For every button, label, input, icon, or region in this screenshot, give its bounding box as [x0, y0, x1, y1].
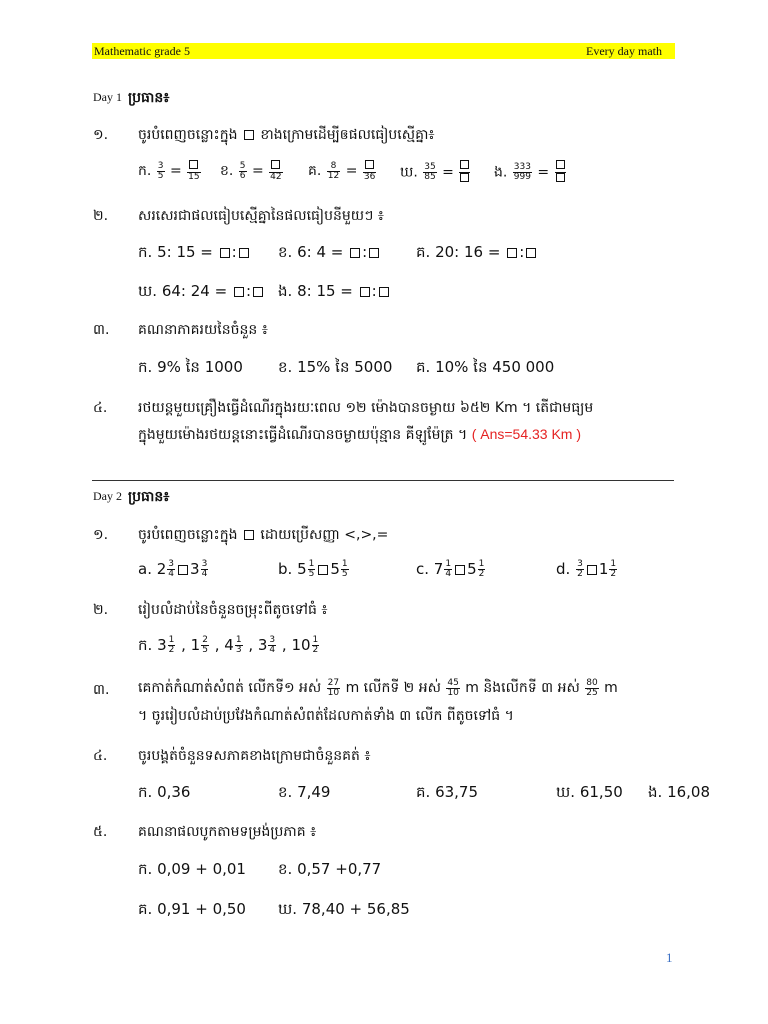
fraction	[327, 162, 340, 181]
d2-q5-number: ៥.	[93, 824, 108, 840]
item-label: ខ.	[220, 163, 234, 179]
fraction	[513, 163, 532, 182]
whole-number: 10	[291, 636, 311, 654]
fraction	[157, 162, 165, 181]
blank-box-icon	[556, 173, 565, 182]
fraction	[168, 636, 176, 655]
fraction	[239, 162, 247, 181]
item-label: គ.	[416, 243, 431, 261]
blank-box-icon	[220, 248, 230, 258]
fraction	[235, 636, 243, 655]
numerator: 5	[239, 160, 246, 171]
blank-box-icon	[507, 248, 517, 258]
whole-number: 3	[257, 636, 268, 654]
compare-item	[138, 560, 209, 579]
round-item	[648, 783, 710, 805]
d2-q4-number: ៤.	[93, 748, 108, 764]
fraction	[459, 160, 470, 185]
blank-box-icon	[379, 287, 389, 297]
numerator: 1	[445, 559, 452, 569]
round-item	[138, 783, 190, 805]
numerator: 35	[424, 162, 436, 172]
fraction	[609, 560, 617, 579]
equals-sign: =	[341, 163, 362, 179]
ratio-item	[138, 243, 251, 265]
d1-q1-items	[138, 160, 638, 190]
d2-q2-number: ២.	[93, 602, 109, 618]
numerator: 1	[308, 559, 315, 569]
d2-q3-line1	[138, 678, 618, 699]
percent-item	[138, 358, 243, 380]
item-label: គ.	[416, 783, 431, 801]
d1-q1-text-a: ចូរបំពេញចន្លោះក្នុង	[138, 127, 238, 143]
whole-number: 5	[467, 560, 477, 578]
blank-box-icon	[244, 130, 254, 140]
denominator: 15	[188, 172, 200, 182]
fraction	[167, 560, 175, 579]
colon: :	[362, 243, 368, 261]
fraction	[576, 560, 584, 579]
whole-number: 1	[190, 636, 201, 654]
whole-number: 5	[330, 560, 340, 578]
d2-q3-part3: m និងលើកទី ៣ អស់	[465, 680, 580, 696]
section-divider	[92, 480, 674, 481]
header-right: Every day math	[586, 44, 662, 58]
fraction	[478, 560, 486, 579]
sum-expr: 78,40 + 56,85	[301, 900, 410, 918]
numerator: 1	[235, 635, 242, 645]
item-label: គ.	[416, 358, 431, 376]
d1-q4-line1: រថយន្តមួយគ្រឿងធ្វើដំណើរក្នុងរយៈពេល ១២ ម៉ោងបានចម្ងាយ ៦៥២ Km ។ តើជាមធ្យម	[138, 400, 594, 416]
blank-box-icon	[587, 565, 597, 575]
separator: ,	[277, 636, 292, 654]
fraction	[555, 160, 566, 185]
numerator: 2	[202, 635, 208, 645]
numerator: 1	[312, 635, 319, 645]
ratio-item	[138, 160, 202, 182]
ratio-expr: 8: 15 =	[297, 282, 358, 300]
numerator: 3	[201, 559, 208, 569]
d1-q1-number: ១.	[93, 127, 109, 143]
item-label: ឃ.	[278, 900, 298, 918]
d1-q2-text: សរសេរជាផលធៀបស្មើគ្នានៃផលធៀបនីមួយៗ ៖	[138, 208, 384, 224]
decimal-value: 61,50	[579, 783, 623, 801]
whole-number: 5	[297, 560, 307, 578]
item-label: គ.	[138, 900, 153, 918]
denominator: 2	[610, 569, 617, 579]
ratio-item	[494, 160, 567, 185]
item-label: ខ.	[278, 783, 293, 801]
page-number: 1	[666, 950, 673, 965]
ratio-expr: 5: 15 =	[157, 243, 218, 261]
item-label: ឃ.	[138, 282, 158, 300]
equals-sign: =	[165, 163, 187, 179]
ratio-item	[416, 243, 538, 265]
item-label: ខ.	[278, 243, 293, 261]
blank-box-icon	[350, 248, 360, 258]
denominator: 999	[513, 172, 531, 182]
blank-box-icon	[253, 287, 263, 297]
ratio-item	[138, 282, 265, 304]
item-label: ក.	[138, 636, 153, 654]
blank-box-icon	[244, 530, 254, 540]
item-label: d.	[556, 560, 571, 578]
denominator: 85	[424, 172, 436, 182]
equals-sign: =	[532, 164, 554, 181]
ratio-expr: 6: 4 =	[297, 243, 349, 261]
d2-q3-part2: m លើកទី ២ អស់	[345, 680, 441, 696]
denominator: 12	[327, 170, 340, 181]
d1-q4-line2-text: ក្នុងមួយម៉ោងរថយន្តនោះធ្វើដំណើរបានចម្ងាយប៉ុន្មាន គីឡូម៉ែត្រ ។	[138, 427, 468, 443]
compare-item	[278, 560, 350, 579]
ratio-item	[278, 282, 391, 304]
blank-box-icon	[369, 248, 379, 258]
item-label: ក.	[138, 783, 153, 801]
fraction	[444, 560, 452, 579]
compare-item	[416, 560, 486, 579]
denominator: 4	[168, 569, 175, 579]
numerator: 3	[269, 635, 276, 645]
d1-q2-row2	[138, 282, 538, 302]
numerator: 8	[327, 162, 340, 172]
denominator: 2	[168, 645, 175, 655]
colon: :	[371, 282, 377, 300]
denominator: 42	[270, 172, 282, 182]
item-label: ង.	[278, 282, 293, 300]
separator: ,	[209, 636, 225, 654]
round-item	[556, 783, 623, 805]
d2-q4-text: ចូរបង្គត់ចំនួនទសភាគខាងក្រោមជាចំនួនគត់ ៖	[138, 748, 371, 764]
whole-number: 3	[190, 560, 200, 578]
item-label: ខ.	[278, 860, 293, 878]
blank-box-icon	[556, 160, 565, 169]
blank-box-icon	[239, 248, 249, 258]
d1-q4-number: ៤.	[93, 400, 108, 416]
day1-label: Day 1	[93, 90, 122, 104]
item-label: ក.	[138, 358, 153, 376]
item-label: ខ.	[278, 358, 293, 376]
decimal-value: 0,36	[157, 783, 191, 801]
fraction	[268, 636, 276, 655]
blank-box-icon	[318, 565, 328, 575]
blank-box-icon	[460, 160, 469, 169]
denominator: 2	[478, 569, 485, 579]
d2-q3-part4: m	[604, 680, 618, 696]
numerator: 1	[341, 559, 348, 569]
numerator: 1	[610, 559, 617, 569]
denominator: 5	[157, 170, 164, 181]
compare-item	[556, 560, 618, 579]
d1-q3-items	[138, 358, 558, 378]
d1-q4-line2	[138, 425, 581, 446]
whole-number: 1	[598, 560, 609, 578]
sum-expr: 0,91 + 0,50	[157, 900, 246, 918]
denominator: 3	[235, 645, 242, 655]
colon: :	[245, 282, 252, 300]
d2-q1-number: ១.	[93, 527, 109, 543]
fraction	[312, 636, 320, 655]
numerator: 3	[168, 559, 175, 569]
denominator: 36	[363, 172, 376, 182]
d2-q3-number: ៣.	[93, 682, 110, 698]
numerator: 3	[157, 160, 164, 171]
item-label: គ.	[308, 163, 322, 179]
whole-number: 3	[157, 636, 167, 654]
day1-title: ប្រធាន៖	[128, 90, 170, 106]
decimal-value: 63,75	[435, 783, 479, 801]
denominator	[555, 173, 566, 185]
percent-item	[416, 358, 554, 380]
d2-q1-text-b: ដោយប្រើសញ្ញា <,>,=	[260, 527, 389, 543]
separator: ,	[243, 636, 258, 654]
blank-box-icon	[178, 565, 188, 575]
denominator	[459, 173, 470, 185]
whole-number: 7	[433, 560, 444, 578]
d2-q3-line2: ។ ចូររៀបលំដាប់ប្រវែងកំណាត់សំពត់ដែលកាត់ទាំង ៣ លើក ពីតូចទៅធំ ។	[138, 708, 514, 724]
sum-item	[278, 900, 410, 922]
numerator: 1	[168, 635, 175, 645]
separator: ,	[176, 636, 191, 654]
ratio-item	[308, 160, 377, 182]
fraction	[201, 636, 209, 655]
fraction: $\frac{45}{10}$	[447, 677, 459, 698]
d2-q5-row2	[138, 900, 678, 920]
denominator: 5	[341, 569, 348, 579]
d2-q5-text: គណនាផលបូកតាមទម្រង់ប្រភាគ ៖	[138, 824, 317, 840]
d2-q1-items	[138, 560, 678, 584]
blank-box-icon	[271, 160, 280, 169]
sum-expr: 0,57 +0,77	[297, 860, 382, 878]
item-label: ង.	[494, 164, 508, 181]
item-label: a.	[138, 560, 152, 578]
day2-title: ប្រធាន៖	[128, 489, 170, 505]
denominator: 5	[202, 645, 208, 655]
denominator: 5	[308, 569, 315, 579]
d2-q5-row1	[138, 860, 678, 880]
colon: :	[231, 243, 237, 261]
denominator: 2	[312, 645, 319, 655]
blank-box-icon	[455, 565, 465, 575]
d1-q1-text	[138, 125, 435, 146]
blank-box-icon	[234, 287, 244, 297]
fraction: $\frac{80}{25}$	[586, 677, 598, 698]
d1-q3-number: ៣.	[93, 322, 110, 338]
item-label: ង.	[648, 783, 663, 801]
item-label: ក.	[138, 243, 153, 261]
blank-box-icon	[360, 287, 370, 297]
fraction	[341, 560, 349, 579]
round-item	[278, 783, 330, 805]
round-item	[416, 783, 478, 805]
fraction	[423, 163, 436, 182]
sum-expr: 0,09 + 0,01	[157, 860, 246, 878]
ratio-expr: 20: 16 =	[435, 243, 506, 261]
numerator	[555, 160, 566, 173]
decimal-value: 7,49	[297, 783, 331, 801]
ratio-item	[278, 243, 381, 265]
ratio-item	[220, 160, 284, 182]
d2-q2-text: រៀបលំដាប់នៃចំនួនចម្រុះពីតូចទៅធំ ៖	[138, 602, 328, 618]
header-left: Mathematic grade 5	[94, 44, 190, 58]
equals-sign: =	[247, 163, 269, 179]
fraction: $\frac{27}{10}$	[327, 677, 340, 698]
ratio-item	[400, 160, 471, 185]
fraction	[269, 160, 282, 182]
denominator: 4	[445, 569, 452, 579]
whole-number: 2	[156, 560, 167, 578]
item-label: c.	[416, 560, 430, 578]
denominator: 4	[269, 645, 276, 655]
item-label: ឃ.	[556, 783, 576, 801]
fraction	[308, 560, 316, 579]
percent-item	[278, 358, 392, 380]
percent-expr: 10% នៃ 450 000	[435, 358, 555, 376]
d2-q2-items	[138, 636, 320, 658]
numerator: 333	[513, 162, 531, 172]
blank-box-icon	[189, 160, 198, 169]
d1-q2-number: ២.	[93, 208, 109, 224]
d1-q1-text-b: ខាងក្រោមដើម្បីឲផលធៀបស្មើគ្នា៖	[260, 127, 435, 143]
blank-box-icon	[365, 160, 374, 169]
denominator: 2	[577, 569, 583, 579]
equals-sign: =	[437, 164, 459, 181]
blank-box-icon	[526, 248, 536, 258]
fraction	[187, 160, 200, 182]
denominator: 4	[201, 569, 208, 579]
item-label: ក.	[138, 163, 152, 179]
colon: :	[519, 243, 525, 261]
denominator: 6	[239, 170, 246, 181]
item-label: ឃ.	[400, 164, 418, 181]
d2-q3-part1: គេកាត់កំណាត់សំពត់ លើកទី១ អស់	[138, 680, 322, 696]
sum-item	[278, 860, 381, 882]
whole-number: 4	[224, 636, 234, 654]
percent-expr: 9% នៃ 1000	[157, 358, 243, 376]
d2-q1-text-a: ចូរបំពេញចន្លោះក្នុង	[138, 527, 238, 543]
d1-q2-row1	[138, 243, 538, 263]
blank-box-icon	[460, 173, 469, 182]
d2-q1-text	[138, 525, 388, 546]
item-label: ក.	[138, 860, 153, 878]
item-label: b.	[278, 560, 293, 578]
numerator	[459, 160, 470, 173]
fraction	[363, 160, 376, 182]
fraction	[201, 560, 209, 579]
numerator: 3	[577, 559, 583, 569]
decimal-value: 16,08	[667, 783, 711, 801]
sum-item	[138, 900, 246, 922]
d2-q4-items	[138, 783, 711, 803]
sum-item	[138, 860, 246, 882]
numerator: 1	[478, 559, 485, 569]
ratio-expr: 64: 24 =	[161, 282, 232, 300]
day2-label: Day 2	[93, 489, 122, 503]
percent-expr: 15% នៃ 5000	[297, 358, 393, 376]
d1-q3-text: គណនាភាគរយនៃចំនួន ៖	[138, 322, 268, 338]
d1-q4-answer: ( Ans=54.33 Km )	[471, 426, 582, 442]
